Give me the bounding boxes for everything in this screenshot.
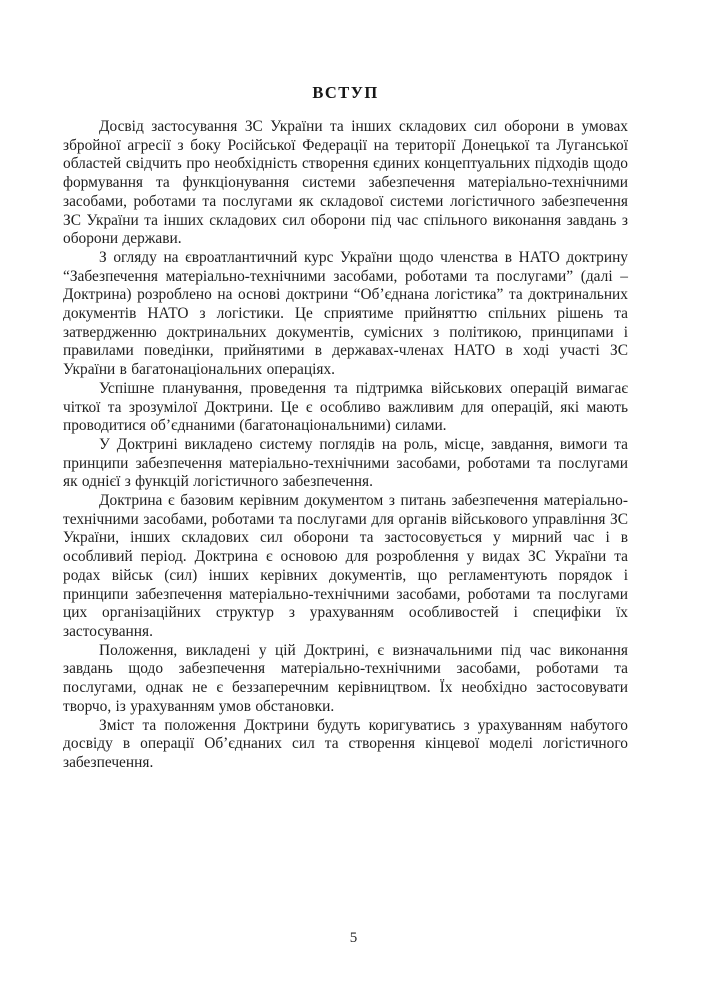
paragraph-2: З огляду на євроатлантичний курс України щодо членства в НАТО доктрину “Забезпечення матеріально-технічними засобами, роботами та послугами” (далі – Доктрина) розроблено на основі доктрини “Об’єднана логістика” та доктринальних документів НАТО з логістики. Це сприятиме прийняттю спільних рішень та затвердженню доктринальних документів, сумісних з політикою, принципами і правилами поведінки, прийнятими в державах-членах НАТО в ході участі ЗС України в багатонаціональних операціях. (63, 248, 628, 379)
paragraph-5: Доктрина є базовим керівним документом з питань забезпечення матеріально-технічними засобами, роботами та послугами для органів військового управління ЗС України, інших складових сил оборони та застосовується у мирний час і в особливий період. Доктрина є основою для розроблення у видах ЗС України та родах військ (сил) інших керівних документів, що регламентують порядок і принципи забезпечення матеріально-технічними засобами, роботами та послугами цих організаційних структур з урахуванням особливостей і специфіки їх застосування. (63, 492, 628, 640)
page-number: 5 (349, 930, 358, 946)
section-title: ВСТУП (312, 83, 379, 102)
document-content (63, 84, 628, 773)
paragraph-3: Успішне планування, проведення та підтримка військових операцій вимагає чіткої та зрозумілої Доктрини. Це є особливо важливим для операцій, які мають проводитися об’єднаними (багатонаціональними) силами. (63, 379, 628, 435)
page-footer (0, 929, 707, 947)
paragraph-4: У Доктрині викладено систему поглядів на роль, місце, завдання, вимоги та принципи забезпечення матеріально-технічними засобами, роботами та послугами як однієї з функцій логістичного забезпечення. (63, 435, 628, 491)
paragraph-6: Положення, викладені у цій Доктрині, є визначальними під час виконання завдань щодо забезпечення матеріально-технічними засобами, роботами та послугами, однак не є беззаперечним керівництвом. Їх необхідно застосовувати творчо, із урахуванням умов обстановки. (63, 641, 628, 715)
paragraph-7: Зміст та положення Доктрини будуть коригуватись з урахуванням набутого досвіду в операції Об’єднаних сил та створення кінцевої моделі логістичного забезпечення. (63, 716, 628, 771)
paragraph-1: Досвід застосування ЗС України та інших складових сил оборони в умовах збройної агресії з боку Російської Федерації на території Донецької та Луганської областей свідчить про необхідність створення єдиних концептуальних підходів щодо формування та функціонування системи забезпечення матеріально-технічними засобами, роботами та послугами як складової системи логістичного забезпечення ЗС України та інших складових сил оборони під час спільного виконання завдань з оборони держави. (63, 118, 628, 248)
